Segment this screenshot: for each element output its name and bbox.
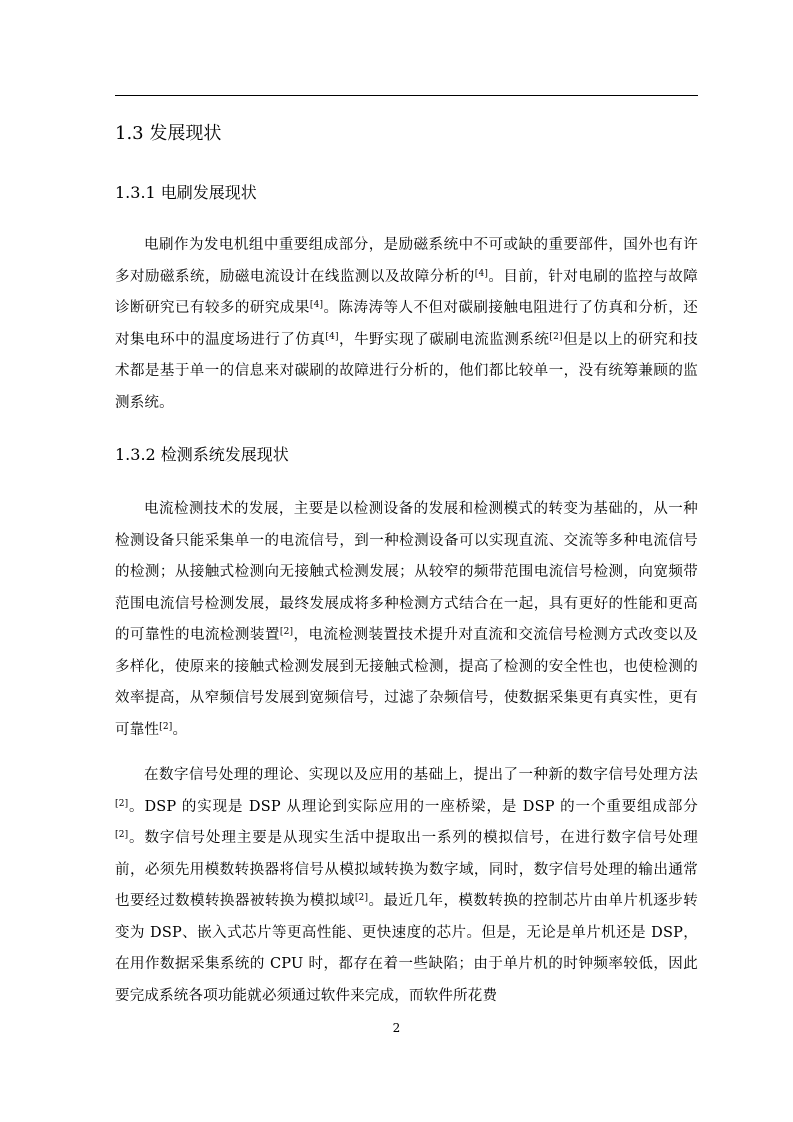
paragraph-text: 。陈涛涛等人不但对碳刷接触电阻进行了仿真和分析，还对集电环中的温度场进行了仿真 [115,300,698,348]
citation: [2] [279,627,294,637]
citation: [4] [474,268,489,279]
citation: [2] [159,721,173,732]
paragraph-text: 。目前，针对电刷的监控与故障诊断研究已有较多的研究成果 [115,268,698,316]
paragraph-text: 。DSP 的实现是 DSP 从理论到实际应用的一座桥梁，是 DSP 的一个重要组成部分 [128,798,698,815]
paragraph-text: ，电流检测装置技术提升对直流和交流信号检测方式改变以及多样化，使原来的接触式检测发展到无接触式检测，提高了检测的安全性也，也使检测的效率提高，从窄频信号发展到宽频信号，过滤了杂频信号，使数据采集更有真实性，更有可靠性 [115,627,699,738]
citation: [2] [115,798,129,809]
subsection-heading-brush: 1.3.1 电刷发展现状 [115,183,257,202]
paragraph-text: 。 [172,721,188,738]
page-number: 2 [392,1021,401,1035]
subsection-heading-detection: 1.3.2 检测系统发展现状 [115,445,289,464]
paragraph-text: 但是以上的研究和技术都是基于单一的信息来对碳刷的故障进行分析的，他们都比较单一，没有统筹兼顾的监测系统。 [115,331,698,411]
citation: [4] [309,300,324,310]
paragraph-text: 。最近几年，模数转换的控制芯片由单片机逐步转变为 DSP、嵌入式芯片等更高性能、更快速度的芯片。但是，无论是单片机还是 DSP，在用作数据采集系统的 CPU 时，都存在着一些缺陷；由于单片机的时钟频率较低，因此要完成系统各项功能就必须通过软件来完成，而软件所花费 [115,893,698,1004]
paragraph-text: ，牛野实现了碳刷电流监测系统 [338,331,550,348]
paragraph-dsp [115,760,698,1012]
paragraph-current-detection [115,494,698,746]
paragraph-text: 。数字信号处理主要是从现实生活中提取出一系列的模拟信号，在进行数字信号处理前，必须先用模数转换器将信号从模拟域转换为数字域，同时，数字信号处理的输出通常也要经过数模转换器被转换为模拟域 [115,830,698,909]
paragraph-text: 在数字信号处理的理论、实现以及应用的基础上，提出了一种新的数字信号处理方法 [144,767,698,783]
paragraph-brush-status [115,230,698,419]
citation: [2] [354,893,369,903]
section-heading: 1.3 发展现状 [115,123,222,144]
citation: [4] [325,331,339,342]
citation: [2] [549,331,563,342]
header-rule [115,95,698,96]
paragraph-text: 电刷作为发电机组中重要组成部分，是励磁系统中不可或缺的重要部件，国外也有许多对励磁系统，励磁电流设计在线监测以及故障分析的 [115,237,698,285]
citation: [2] [115,830,129,840]
paragraph-text: 电流检测技术的发展，主要是以检测设备的发展和检测模式的转变为基础的，从一种检测设备只能采集单一的电流信号，到一种检测设备可以实现直流、交流等多种电流信号的检测；从接触式检测向无接触式检测发展；从较窄的频带范围电流信号检测，向宽频带范围电流信号检测发展，最终发展成将多种检测方式结合在一起，具有更好的性能和更高的可靠性的电流检测装置 [115,501,698,643]
